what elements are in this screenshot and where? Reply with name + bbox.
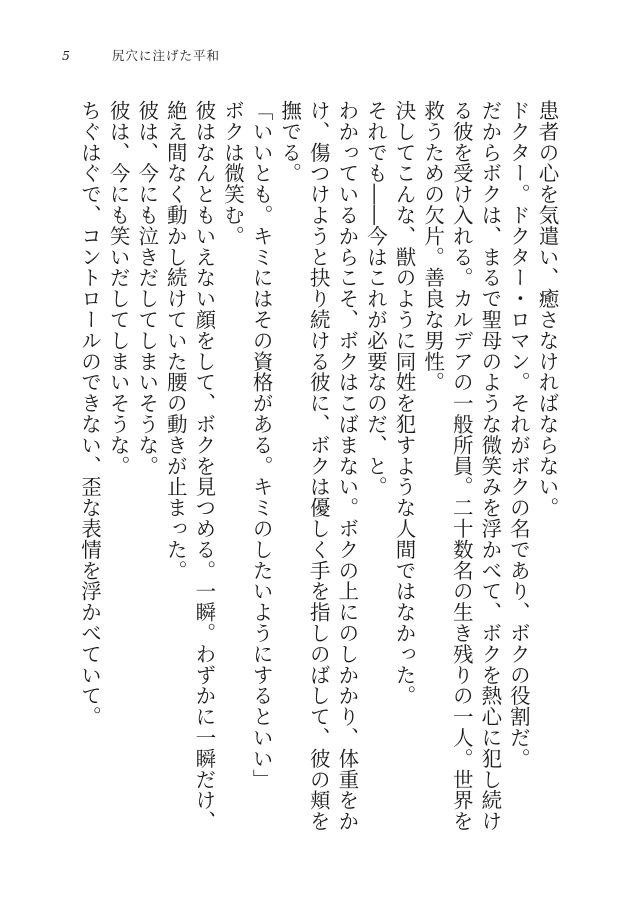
paragraph: 彼は、今にも泣きだしてしまいそうな。 (134, 100, 159, 477)
paragraph: 決してこんな、獣のように同姓を犯すような人間ではなかった。 (392, 100, 417, 707)
paragraph: 「いいとも。キミにはその資格がある。キミのしたいようにするといい」 (249, 100, 274, 790)
paragraph: 患者の心を気遣い、癒さなければならない。 (535, 100, 559, 518)
paragraph: ボクは微笑む。 (220, 100, 245, 247)
paragraph: ちぐはぐで、コントロールのできない、歪な表情を浮かべていて。 (77, 100, 102, 727)
page-header (62, 46, 220, 64)
paragraph: 彼は、今にも笑いだしてしまいそうな。 (106, 100, 131, 477)
paragraph: ドクター。ドクター・ロマン。それがボクの名であり、ボクの役割だ。 (506, 100, 531, 769)
running-title: 尻穴に注げた平和 (112, 48, 221, 63)
paragraph: それでも――今はこれが必要なのだ、と。 (363, 100, 388, 498)
paragraph: わかっているからこそ、ボクはこばまない。ボクの上にのしかかり、体重をかけ、傷つけようと抉り続ける彼に、ボクは優しく手を指しのばして、彼の頬を撫でる。 (277, 100, 359, 832)
page-number: 5 (62, 48, 71, 63)
paragraph: 彼はなんともいえない顔をして、ボクを見つめる。一瞬。わずかに一瞬だけ、絶え間なく動かし続けていた腰の動きが止まった。 (163, 100, 216, 832)
vertical-body-text (61, 100, 561, 835)
paragraph: だからボクは、まるで聖母のような微笑みを浮かべて、ボクを熱心に犯し続ける彼を受け入れる。カルデアの一般所員。二十数名の生き残りの一人。世界を救うための欠片。善良な男性。 (420, 100, 502, 832)
